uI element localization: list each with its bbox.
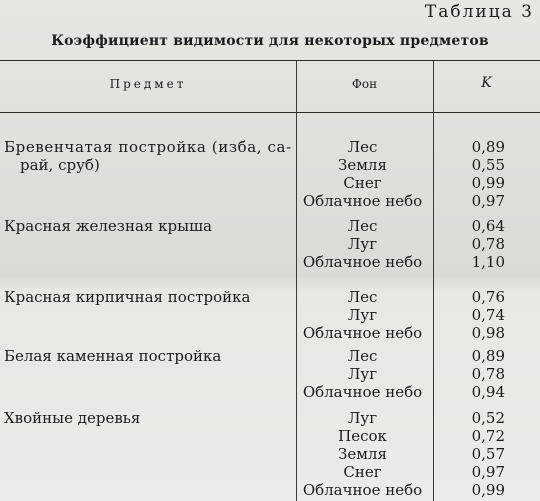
object-line: Хвойные деревья <box>4 409 141 427</box>
k-cell: 0,99 <box>471 174 505 192</box>
header-background: Фон <box>351 77 378 91</box>
background-cell: Луг <box>347 409 378 427</box>
object-line: Красная железная крыша <box>4 217 212 235</box>
background-cell: Облачное небо <box>302 192 423 210</box>
background-cell: Облачное небо <box>302 324 423 342</box>
object-line: рай, сруб) <box>20 156 100 174</box>
header-k: K <box>481 75 492 91</box>
row-5-backgrounds <box>296 409 433 499</box>
background-cell: Снег <box>343 174 382 192</box>
row-4-k-values <box>433 347 505 401</box>
background-cell: Луг <box>347 306 378 324</box>
object-line: Белая каменная постройка <box>4 347 222 365</box>
row-2-object <box>4 217 292 235</box>
k-cell: 0,78 <box>471 235 505 253</box>
row-3-k-values <box>433 288 505 342</box>
table-top-rule <box>0 60 540 61</box>
k-cell: 0,89 <box>471 138 505 156</box>
header-bottom-rule <box>0 112 540 113</box>
k-cell: 0,72 <box>471 427 505 445</box>
background-cell: Земля <box>338 445 387 463</box>
row-4-object <box>4 347 292 365</box>
background-cell: Луг <box>347 235 378 253</box>
k-cell: 1,10 <box>471 253 505 271</box>
row-5-object <box>4 409 292 427</box>
header-object: Предмет <box>109 77 187 91</box>
k-cell: 0,99 <box>471 481 505 499</box>
table-title: Коэффициент видимости для некоторых предметов <box>51 33 489 49</box>
k-cell: 0,98 <box>471 324 505 342</box>
background-cell: Луг <box>347 365 378 383</box>
object-line: Красная кирпичная постройка <box>4 288 251 306</box>
row-1-k-values <box>433 138 505 210</box>
k-cell: 0,78 <box>471 365 505 383</box>
k-cell: 0,52 <box>471 409 505 427</box>
background-cell: Лес <box>347 217 378 235</box>
background-cell: Лес <box>347 347 378 365</box>
background-cell: Облачное небо <box>302 253 423 271</box>
background-cell: Лес <box>347 138 378 156</box>
k-cell: 0,55 <box>471 156 505 174</box>
row-3-backgrounds <box>296 288 433 342</box>
k-cell: 0,97 <box>471 463 505 481</box>
object-line: Бревенчатая постройка (изба, са- <box>4 138 292 156</box>
k-cell: 0,74 <box>471 306 505 324</box>
k-cell: 0,76 <box>471 288 505 306</box>
background-cell: Облачное небо <box>302 481 423 499</box>
k-cell: 0,64 <box>471 217 505 235</box>
row-5-k-values <box>433 409 505 499</box>
table-number: Таблица 3 <box>424 2 534 22</box>
background-cell: Облачное небо <box>302 383 423 401</box>
row-1-backgrounds <box>296 138 433 210</box>
background-cell: Земля <box>338 156 387 174</box>
k-cell: 0,94 <box>471 383 505 401</box>
background-cell: Песок <box>338 427 387 445</box>
k-cell: 0,89 <box>471 347 505 365</box>
row-2-k-values <box>433 217 505 271</box>
k-cell: 0,97 <box>471 192 505 210</box>
row-4-backgrounds <box>296 347 433 401</box>
row-2-backgrounds <box>296 217 433 271</box>
background-cell: Снег <box>343 463 382 481</box>
row-3-object <box>4 288 292 306</box>
row-1-object <box>4 138 292 174</box>
background-cell: Лес <box>347 288 378 306</box>
k-cell: 0,57 <box>471 445 505 463</box>
